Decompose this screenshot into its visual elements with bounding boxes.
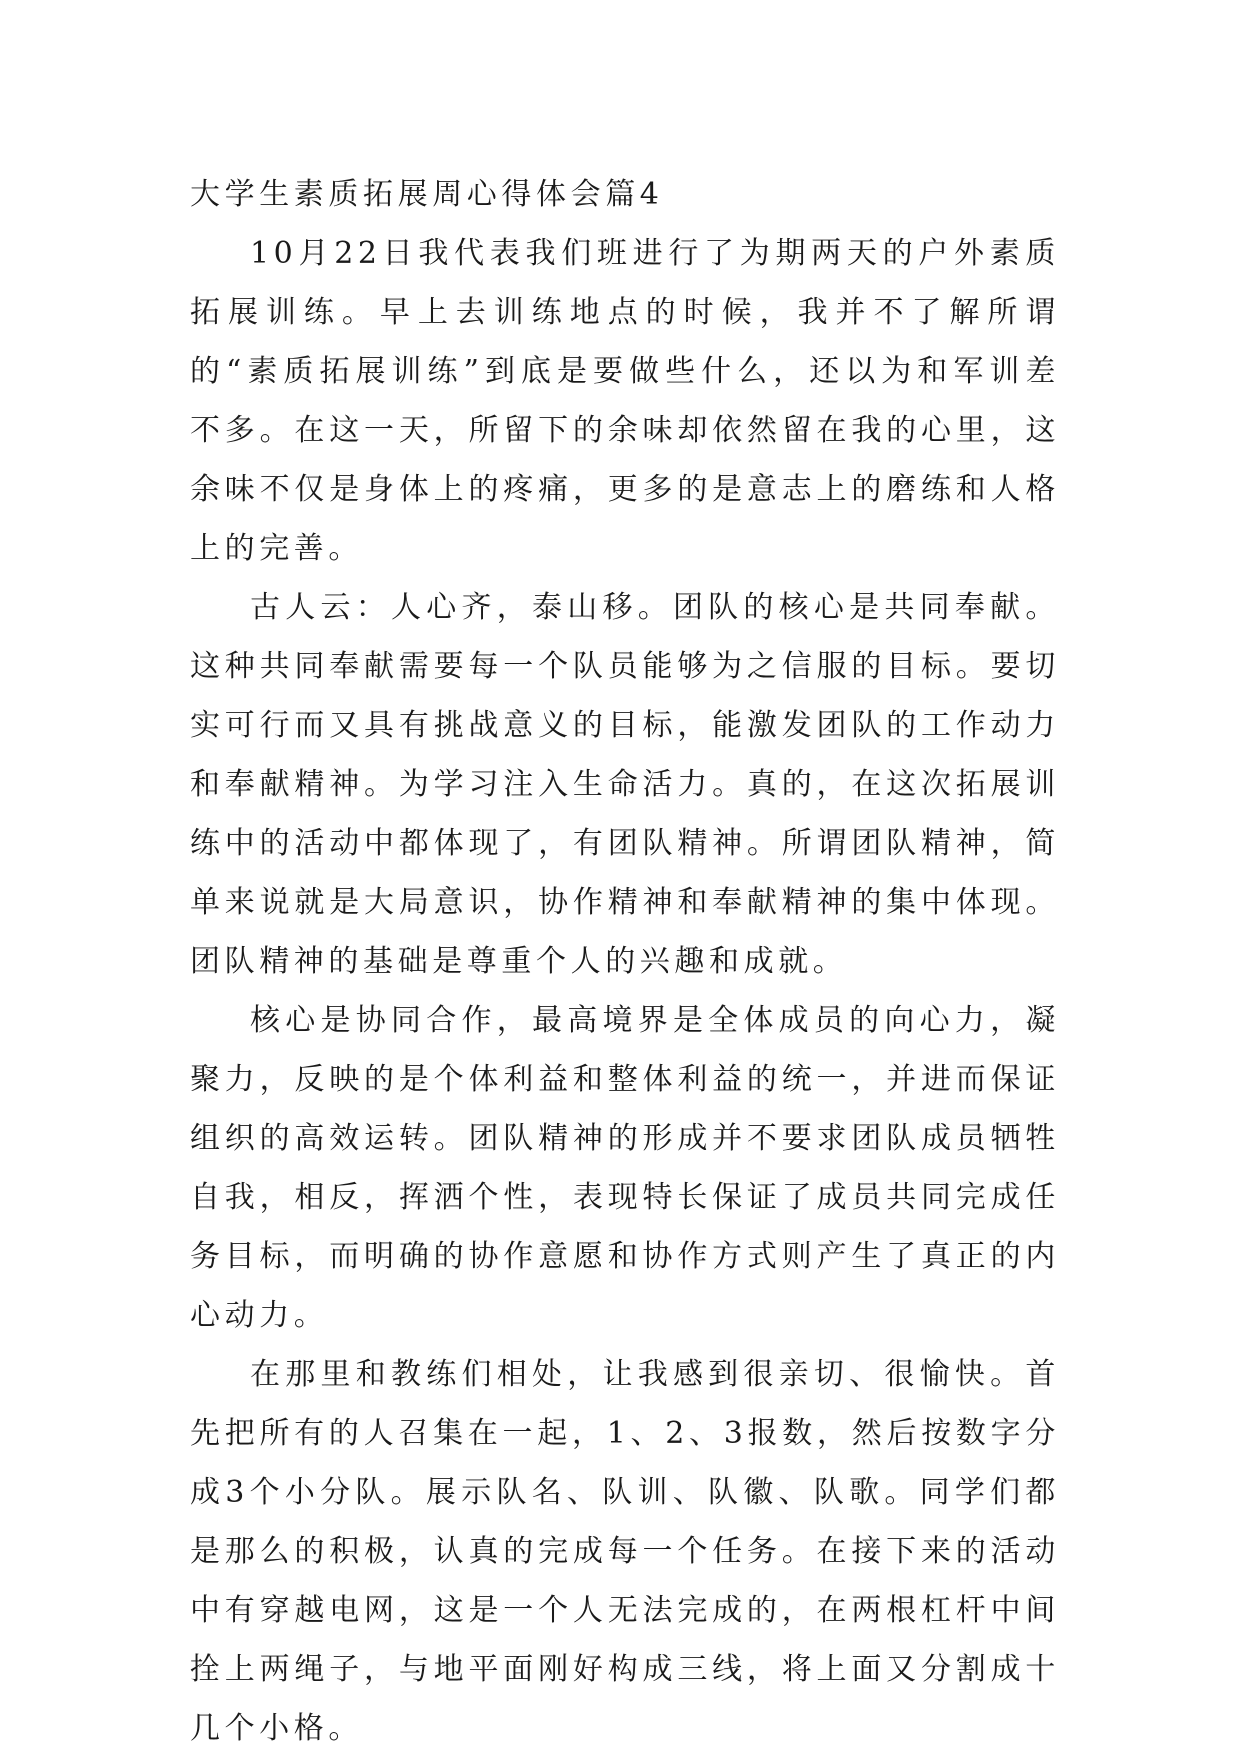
document-title: 大学生素质拓展周心得体会篇4 bbox=[190, 177, 664, 212]
document-body bbox=[190, 165, 1060, 1758]
paragraph: 10月22日我代表我们班进行了为期两天的户外素质拓展训练。早上去训练地点的时候，我并不了解所谓的“素质拓展训练”到底是要做些什么，还以为和军训差不多。在这一天，所留下的余味却依然留在我的心里，这余味不仅是身体上的疼痛，更多的是意志上的磨练和人格上的完善。 bbox=[190, 236, 1060, 566]
paragraph: 在那里和教练们相处，让我感到很亲切、很愉快。首先把所有的人召集在一起，1、2、3报数，然后按数字分成3个小分队。展示队名、队训、队徽、队歌。同学们都是那么的积极，认真的完成每一个任务。在接下来的活动中有穿越电网，这是一个人无法完成的，在两根杠杆中间拴上两绳子，与地平面刚好构成三线，将上面又分割成十几个小格。 bbox=[190, 1357, 1060, 1746]
paragraph: 核心是协同合作，最高境界是全体成员的向心力，凝聚力，反映的是个体利益和整体利益的统一，并进而保证组织的高效运转。团队精神的形成并不要求团队成员牺牲自我，相反，挥洒个性，表现特长保证了成员共同完成任务目标，而明确的协作意愿和协作方式则产生了真正的内心动力。 bbox=[190, 1003, 1060, 1333]
paragraph: 古人云：人心齐，泰山移。团队的核心是共同奉献。这种共同奉献需要每一个队员能够为之信服的目标。要切实可行而又具有挑战意义的目标，能激发团队的工作动力和奉献精神。为学习注入生命活力。真的，在这次拓展训练中的活动中都体现了，有团队精神。所谓团队精神，简单来说就是大局意识，协作精神和奉献精神的集中体现。团队精神的基础是尊重个人的兴趣和成就。 bbox=[190, 590, 1060, 979]
